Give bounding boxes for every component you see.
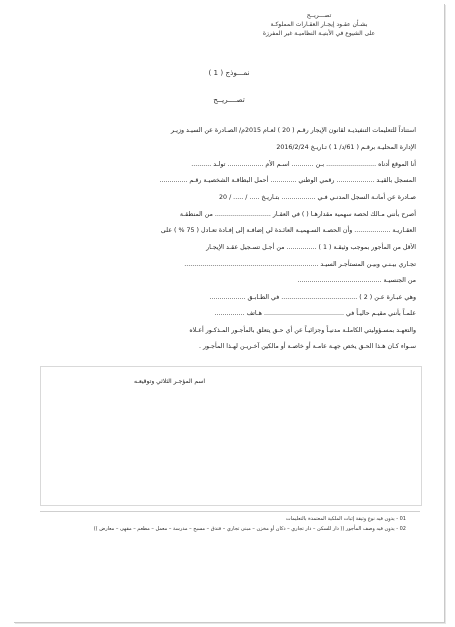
signature-box xyxy=(40,366,422,506)
document-page xyxy=(14,4,445,623)
body-line: أنا الموقع أدناه ......................... بـن ........... اسـم الأم .................. تولـد .......... xyxy=(191,161,416,168)
signature-label: اسم المؤجـر الثلاثي وتوقيعـه xyxy=(134,378,206,385)
footnote: 02 - يدون فيه وصف المأجور (( دار للسكن – دار تجاري – دكان أو مخزن – مبنى تجاري – فندق – مسبح – مدرسة – معمل – مطعم – مقهى – معارض )) xyxy=(93,526,406,532)
body-line: سـواء كـان هـذا الحـق يخص جهـة عامـة أو خاصـة أو مالكين آخـريـن لهـذا المأجـور . xyxy=(198,343,416,350)
body-line: تجـاري بيـنـي وبيـن المستأجـر السيـد ................................................................... xyxy=(184,261,416,268)
footnote-divider xyxy=(40,511,420,512)
body-line: العقـاريـة .................. وأن الحصـة السـهميـة العائـدة لي إضافـة إلى إفـادة تعـادل ( 75 % ) على xyxy=(160,227,416,234)
footnote: 01 - يدون فيه نوع وثيقة إثبات الملكية المعتمدة بالتعليمات xyxy=(285,516,406,522)
body-line: من الجنسيـة .......................................... xyxy=(297,277,416,284)
form-title: تصــــريــح xyxy=(213,95,245,104)
header-title: تصـــريــح xyxy=(306,12,332,19)
body-line: صـادرة عن أمانـة السجل المدنـي فـي ................. بتـاريـخ ..... / ..... / 20 xyxy=(219,194,416,201)
body-line: استناداً للتعليمات التنفيذيـة لقانون الإيجار رقـم ( 20 ) لعـام 2015م/ الصـادرة عن السيـد وزيـر xyxy=(170,127,416,134)
body-line: الأقل من المأجور بموجب وثيقـة ( 1 ) ............... من أجـل تسـجيل عقـد الإيجـار xyxy=(206,244,416,251)
header-subtitle-1: بشـأن عقـود إيجـار العقـارات المملوكـة xyxy=(270,21,368,28)
body-line: الإدارة المحليـة برقـم ( 61/د/ 1 ) تـاريـخ 2016/2/24 xyxy=(276,144,416,151)
body-line: وهي عبـارة عـن ( 2 ) ...................................... في الطـابـق .................. xyxy=(209,294,416,301)
body-line: المسجل بالقيـد ................... رقمي الوطني ............. أحمل البطاقـة الشخصيـة رقـم .............. xyxy=(159,177,416,184)
header-subtitle-2: على الشيوع في الأبنيـة النظاميـة غير المفرزة xyxy=(262,30,376,37)
body-line: أصرح بأنني مـالك لحصة سهمية مقدارهـا ( ) في العقـار ............................ من المنطقـة xyxy=(179,211,416,218)
body-line: والتعهـد بمسـؤوليتي الكاملـة مدنيـاً وجزائيـاً عن أي حـق يتعلق بالمأجـور المـذكـور أعـلاه xyxy=(189,327,416,334)
form-number: نمـــوذج ( 1 ) xyxy=(208,68,250,77)
body-line: علمـاً بأنني مقيـم حاليـاً في ........................................ هـاتف ............... xyxy=(214,310,416,317)
